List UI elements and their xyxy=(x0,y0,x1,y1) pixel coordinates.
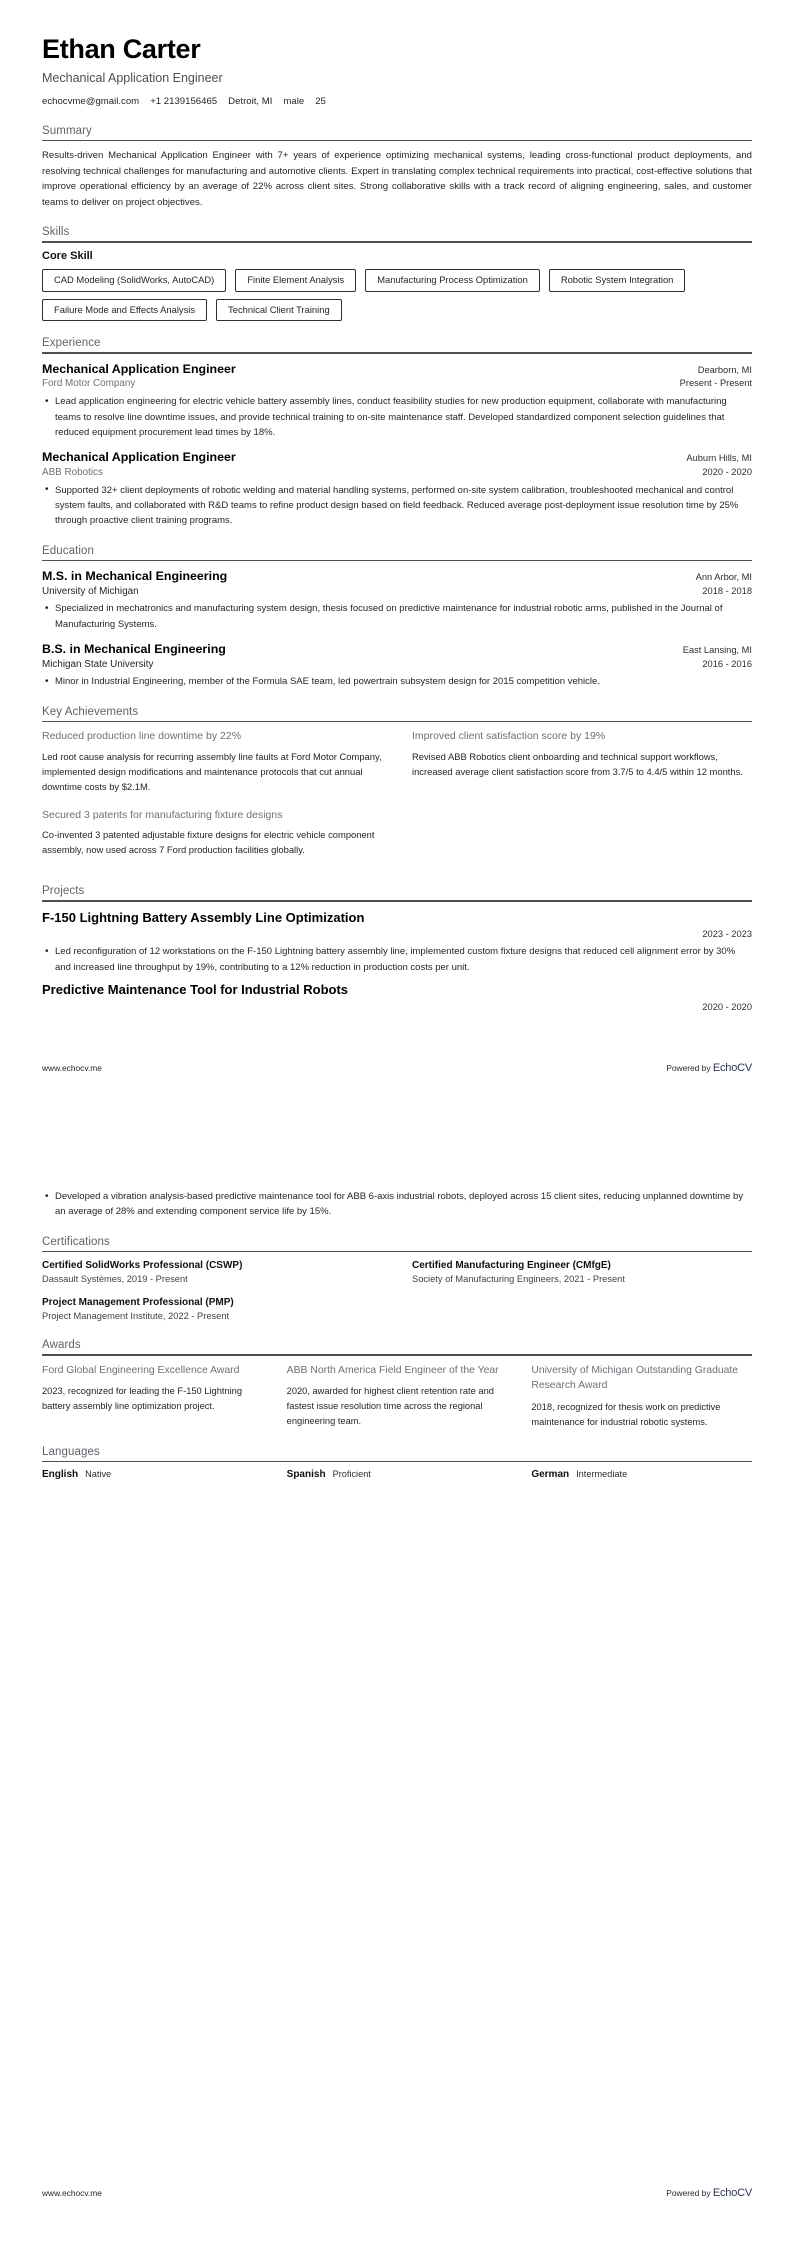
section-languages xyxy=(42,1446,752,1481)
language-item xyxy=(531,1469,752,1480)
experience-dates: 2020 - 2020 xyxy=(702,466,752,477)
section-certifications xyxy=(42,1236,752,1324)
section-divider xyxy=(42,241,752,243)
bullet-item: • Minor in Industrial Engineering, member of the Formula SAE team, led powertrain subsystem design for 2015 competition vehicle. xyxy=(55,674,752,689)
section-divider xyxy=(42,140,752,142)
achievement-item xyxy=(412,729,752,793)
experience-company: ABB Robotics xyxy=(42,466,103,478)
award-description: 2023, recognized for leading the F-150 Lightning battery assembly line optimization project. xyxy=(42,1386,243,1412)
education-bullets xyxy=(42,601,752,632)
language-name: German xyxy=(531,1469,570,1481)
education-school: University of Michigan xyxy=(42,585,139,597)
language-level: Proficient xyxy=(332,1469,371,1480)
achievement-title: Secured 3 patents for manufacturing fixture designs xyxy=(42,808,283,821)
footer-brand-name: EchoCV xyxy=(712,1062,752,1074)
project-entry xyxy=(42,981,752,1014)
language-level: Native xyxy=(85,1469,112,1480)
achievement-description: Revised ABB Robotics client onboarding and technical support workflows, increased average client satisfaction score from 3.7/5 to 4.4/5 within 12 months. xyxy=(412,750,743,777)
certification-empty-slot xyxy=(412,1296,752,1323)
language-name: Spanish xyxy=(286,1469,326,1481)
section-summary xyxy=(42,125,752,211)
section-experience xyxy=(42,337,752,528)
footer-powered-by-label: Powered by xyxy=(666,1063,711,1073)
project-dates: 2020 - 2020 xyxy=(702,1001,752,1012)
contact-gender: male xyxy=(283,96,305,108)
education-entry xyxy=(42,641,752,690)
education-dates: 2016 - 2016 xyxy=(702,658,752,669)
achievement-description: Co-invented 3 patented adjustable fixture designs for electric vehicle component assembly, now used across 7 Ford production facilities globally. xyxy=(42,829,375,856)
section-title-experience: Experience xyxy=(42,337,101,350)
project-dates: 2023 - 2023 xyxy=(702,929,752,940)
section-title-key-achievements: Key Achievements xyxy=(42,705,139,718)
education-degree: M.S. in Mechanical Engineering xyxy=(42,569,228,584)
certification-name: Certified Manufacturing Engineer (CMfgE) xyxy=(412,1260,611,1272)
candidate-headline: Mechanical Application Engineer xyxy=(42,70,223,85)
certification-item xyxy=(42,1259,382,1286)
section-key-achievements xyxy=(42,706,752,869)
skill-tag: Manufacturing Process Optimization xyxy=(365,269,540,292)
experience-location: Dearborn, MI xyxy=(697,364,752,375)
section-divider xyxy=(42,1251,752,1253)
achievement-description: Led root cause analysis for recurring assembly line faults at Ford Motor Company, implemented design modifications and maintenance protocols that cut annual downtime costs by $2.1M. xyxy=(42,750,382,792)
contact-email: echocvme@gmail.com xyxy=(42,96,140,108)
experience-company: Ford Motor Company xyxy=(42,378,136,390)
footer-powered-by xyxy=(666,1062,752,1074)
award-item xyxy=(287,1363,508,1430)
achievement-empty-slot xyxy=(412,808,752,869)
section-divider xyxy=(42,560,752,562)
award-title: University of Michigan Outstanding Graduate Research Award xyxy=(531,1364,739,1392)
experience-bullets xyxy=(42,483,752,529)
award-item xyxy=(531,1363,752,1430)
footer-url[interactable]: www.echocv.me xyxy=(42,1063,102,1073)
certification-meta: Society of Manufacturing Engineers, 2021 - Present xyxy=(412,1274,625,1285)
certification-item xyxy=(412,1259,752,1286)
page-footer xyxy=(42,2187,752,2199)
skill-tag: CAD Modeling (SolidWorks, AutoCAD) xyxy=(42,269,226,292)
award-title: Ford Global Engineering Excellence Award xyxy=(42,1364,240,1376)
bullet-item: • Specialized in mechatronics and manufacturing system design, thesis focused on predictive maintenance for industrial robotic arms, published in the Journal of Manufacturing Systems. xyxy=(55,601,752,632)
contact-age: 25 xyxy=(315,96,326,108)
section-title-summary: Summary xyxy=(42,124,92,137)
achievement-item xyxy=(42,808,382,857)
bullet-item: • Lead application engineering for electric vehicle battery assembly lines, conduct feasibility studies for new production equipment, collaborate with manufacturing teams to resolve line downtime issues, and provide technical training to on-site maintenance staff. Developed standardized component selection guidelines that reduced equipment procurement lead times by 18%. xyxy=(55,394,752,440)
project-title: Predictive Maintenance Tool for Industrial Robots xyxy=(42,982,349,998)
page-footer xyxy=(42,1062,752,1074)
project-title: F-150 Lightning Battery Assembly Line Optimization xyxy=(42,909,365,925)
achievement-item xyxy=(42,729,382,793)
skill-tag-list xyxy=(42,269,752,322)
skill-group-title: Core Skill xyxy=(42,249,93,262)
summary-text: Results-driven Mechanical Application Engineer with 7+ years of experience optimizing mechanical systems, leading cross-functional product deployments, and resolving technical challenges for manufacturing and automotive clients. Expert in translating complex technical requirements into practical, cost-effective solutions that improve operational efficiency by an average of 22% across client sites. Strong collaborative skills with a track record of aligning engineering, sales, and customer teams to deliver on project objectives. xyxy=(42,150,752,208)
contact-location: Detroit, MI xyxy=(228,96,273,108)
footer-powered-by xyxy=(666,2187,752,2199)
language-level: Intermediate xyxy=(576,1469,628,1480)
project-bullets xyxy=(42,1189,752,1220)
award-item xyxy=(42,1363,263,1430)
section-awards xyxy=(42,1339,752,1430)
bullet-item: • Supported 32+ client deployments of robotic welding and material handling systems, performed on-site system calibration, troubleshooted mechanical and control system faults, and collaborated with R&D teams to refine product design based on field feedback. Reduced average post-deployment issue resolution time by 25% through proactive client training programs. xyxy=(55,483,752,529)
experience-entry xyxy=(42,361,752,440)
language-grid xyxy=(42,1469,752,1480)
contact-phone: +1 2139156465 xyxy=(150,96,218,108)
education-location: Ann Arbor, MI xyxy=(695,572,752,583)
resume-header xyxy=(42,34,752,109)
education-location: East Lansing, MI xyxy=(682,645,752,656)
contact-row xyxy=(42,95,752,108)
experience-job-title: Mechanical Application Engineer xyxy=(42,361,236,376)
achievement-grid xyxy=(42,729,752,869)
certification-grid xyxy=(42,1259,752,1323)
achievement-title: Improved client satisfaction score by 19% xyxy=(412,730,606,743)
award-title: ABB North America Field Engineer of the Year xyxy=(286,1364,499,1376)
section-title-education: Education xyxy=(42,544,95,557)
experience-dates: Present - Present xyxy=(679,378,752,389)
section-education xyxy=(42,545,752,690)
language-item xyxy=(287,1469,508,1480)
section-divider xyxy=(42,721,752,723)
experience-bullets xyxy=(42,394,752,440)
certification-item xyxy=(42,1296,382,1323)
language-item xyxy=(42,1469,263,1480)
section-divider xyxy=(42,1461,752,1463)
skill-tag: Robotic System Integration xyxy=(549,269,686,292)
project-bullets xyxy=(42,944,752,975)
award-description: 2020, awarded for highest client retention rate and fastest issue resolution time across the regional engineering team. xyxy=(286,1386,494,1427)
section-projects xyxy=(42,885,752,1013)
project-entry xyxy=(42,909,752,975)
skill-tag: Failure Mode and Effects Analysis xyxy=(42,299,207,322)
footer-brand-name: EchoCV xyxy=(712,2187,752,2199)
section-title-projects: Projects xyxy=(42,885,85,898)
bullet-item: • Developed a vibration analysis-based predictive maintenance tool for ABB 6-axis industrial robots, deployed across 15 client sites, reducing unplanned downtime by an average of 28% and extending component service life by 15%. xyxy=(55,1189,752,1220)
education-bullets xyxy=(42,674,752,689)
footer-powered-by-label: Powered by xyxy=(666,2188,711,2198)
language-name: English xyxy=(42,1469,79,1481)
education-school: Michigan State University xyxy=(42,658,154,670)
section-divider xyxy=(42,900,752,902)
bullet-item: • Led reconfiguration of 12 workstations on the F-150 Lightning battery assembly line, implemented custom fixture designs that reduced cell alignment error by 30% and increased line throughput by 19%, contributing to a 12% reduction in production costs per unit. xyxy=(55,944,752,975)
award-description: 2018, recognized for thesis work on predictive maintenance for industrial robotic systems. xyxy=(531,1402,721,1427)
experience-location: Auburn Hills, MI xyxy=(686,453,752,464)
section-title-awards: Awards xyxy=(42,1339,81,1352)
education-entry xyxy=(42,568,752,632)
certification-meta: Dassault Systèmes, 2019 - Present xyxy=(42,1274,188,1285)
section-title-languages: Languages xyxy=(42,1445,100,1458)
experience-job-title: Mechanical Application Engineer xyxy=(42,450,236,465)
skill-tag: Finite Element Analysis xyxy=(235,269,356,292)
section-skills xyxy=(42,226,752,321)
certification-name: Certified SolidWorks Professional (CSWP) xyxy=(42,1260,243,1272)
footer-url[interactable]: www.echocv.me xyxy=(42,2188,102,2198)
project-continuation xyxy=(42,1189,752,1220)
experience-entry xyxy=(42,449,752,528)
education-degree: B.S. in Mechanical Engineering xyxy=(42,642,226,657)
section-title-skills: Skills xyxy=(42,226,70,239)
candidate-name: Ethan Carter xyxy=(42,34,201,64)
skill-tag: Technical Client Training xyxy=(216,299,342,322)
certification-name: Project Management Professional (PMP) xyxy=(42,1296,234,1308)
certification-meta: Project Management Institute, 2022 - Present xyxy=(42,1310,230,1321)
section-title-certifications: Certifications xyxy=(42,1235,110,1248)
award-grid xyxy=(42,1363,752,1430)
resume-page-2 xyxy=(0,1123,794,2246)
achievement-title: Reduced production line downtime by 22% xyxy=(42,730,242,743)
education-dates: 2018 - 2018 xyxy=(702,585,752,596)
section-divider xyxy=(42,352,752,354)
section-divider xyxy=(42,1354,752,1356)
